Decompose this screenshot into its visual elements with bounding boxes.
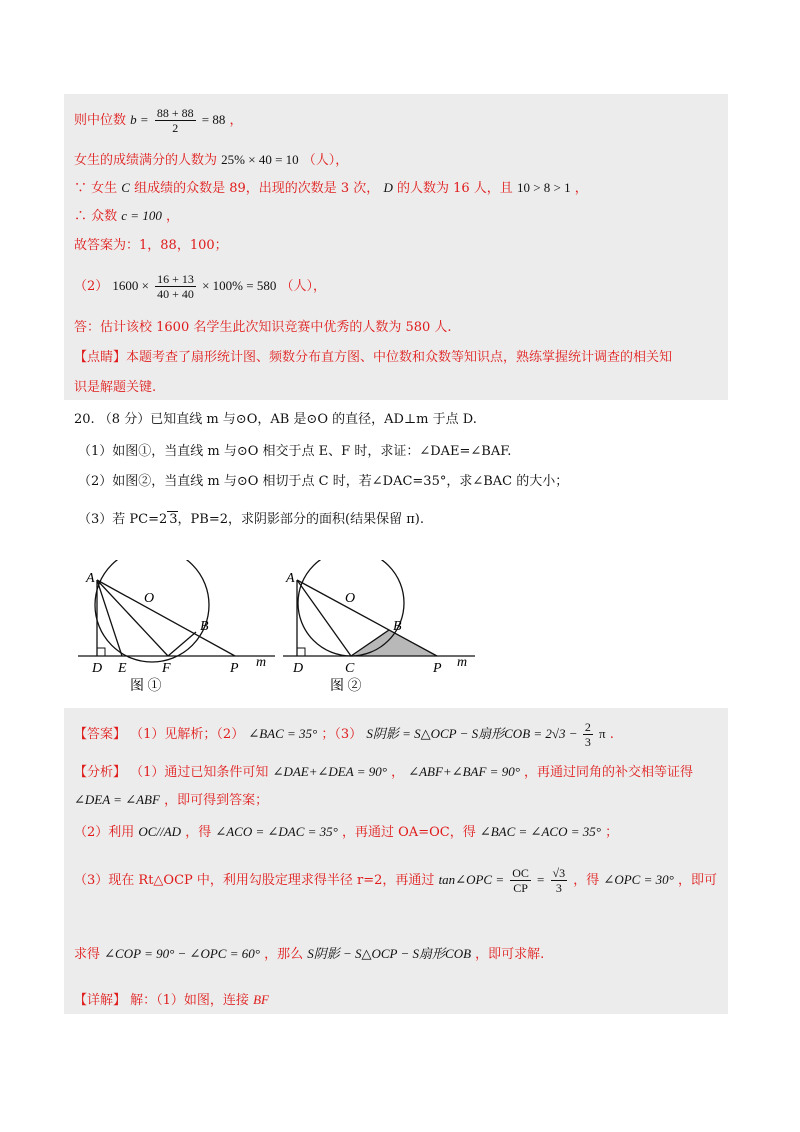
analysis3-frac2-den: 3 — [555, 881, 562, 895]
answer-p3-tail: π — [598, 726, 606, 741]
label-a: A — [286, 571, 295, 586]
therefore-line — [74, 206, 179, 227]
question-20-part1: （1）如图①，当直线 m 与⊙O 相交于点 E、F 时，求证：∠DAE=∠BAF. — [78, 444, 512, 459]
analysis2-b: ，得 — [185, 825, 212, 840]
detail-tag: 【详解】 — [74, 993, 127, 1008]
analysis3-fraction-1 — [510, 866, 531, 895]
analysis4-a: 求得 — [74, 947, 101, 962]
label-a: A — [86, 571, 95, 586]
label-o: O — [144, 591, 155, 606]
label-e: E — [118, 661, 127, 676]
median-line — [74, 106, 243, 135]
analysis3-eq: = — [537, 872, 545, 887]
analysis4-c: ，即可求解. — [475, 947, 545, 962]
part2-calc-line — [74, 272, 326, 301]
answer-p3-expr: S阴影 = S△OCP − S扇形COB = 2√3 − — [366, 726, 581, 741]
question-20-part3 — [78, 510, 424, 530]
analysis3-a: （3）现在 Rt△OCP 中，利用勾股定理求得半径 r=2，再通过 — [74, 873, 435, 888]
analysis4-expr1: ∠COP = 90° − ∠OPC = 60° — [104, 946, 260, 961]
comment-line-1: 【点睛】本题考查了扇形统计图、频数分布直方图、中位数和众数等知识点，熟练掌握统计调查的相关知 — [74, 350, 673, 365]
figure-1 — [70, 560, 280, 695]
because-text2: 的人数为 16 人，且 — [396, 181, 513, 196]
median-prefix: 则中位数 — [74, 113, 127, 128]
because-c: C — [121, 180, 130, 195]
analysis2-expr2: ∠ACO = ∠DAC = 35° — [215, 824, 338, 839]
answer-p3-frac-den: 3 — [584, 735, 591, 749]
analysis-line-4 — [74, 944, 544, 965]
detail-line — [74, 990, 269, 1011]
label-m: m — [256, 655, 267, 670]
therefore-prefix: ∴ 众数 — [74, 209, 118, 224]
detail-bf: BF — [253, 992, 269, 1007]
part3-suffix: ，PB=2，求阴影部分的面积(结果保留 π). — [177, 512, 424, 527]
analysis1-b: ， — [391, 765, 405, 780]
analysis1-expr2: ∠ABF+∠BAF = 90° — [408, 764, 520, 779]
detail-text: 解：（1）如图，连接 — [130, 993, 249, 1008]
part3-sqrt: 3 — [169, 512, 178, 527]
analysis2-c: ，再通过 OA=OC，得 — [342, 825, 476, 840]
analysis2-d: ； — [605, 825, 619, 840]
analysis3-fraction-2 — [551, 866, 568, 895]
answer-p2-end: ；（3） — [321, 727, 363, 742]
analysis3-b: ，得 — [573, 873, 600, 888]
answer-tag: 【答案】 — [74, 727, 127, 742]
label-b: B — [200, 619, 209, 634]
analysis-line-1b — [74, 790, 268, 811]
label-p: P — [433, 661, 442, 676]
analysis1-expr3: ∠DEA = ∠ABF — [74, 792, 160, 807]
figure-1-caption: 图 ① — [130, 679, 162, 694]
segment-af — [97, 580, 168, 656]
analysis2-expr3: ∠BAC = ∠ACO = 35° — [479, 824, 601, 839]
median-frac-num: 88 + 88 — [156, 106, 194, 120]
conclusion-line: 答：估计该校 1600 名学生此次知识竞赛中优秀的人数为 580 人. — [74, 320, 452, 335]
full-marks-text: 女生的成绩满分的人数为 — [74, 153, 218, 168]
full-marks-unit: （人）， — [302, 153, 349, 168]
analysis-line-1 — [74, 762, 693, 783]
label-f: F — [162, 661, 171, 676]
full-marks-line — [74, 150, 348, 171]
median-frac-den: 2 — [172, 121, 179, 135]
because-end: ， — [574, 181, 588, 196]
because-line — [74, 178, 588, 199]
analysis2-expr1: OC//AD — [138, 824, 182, 839]
segment-fb — [168, 632, 196, 656]
segment-ac — [297, 580, 351, 656]
p2-frac-den: 40 + 40 — [157, 287, 194, 301]
analysis1-a: （1）通过已知条件可知 — [130, 765, 269, 780]
answer-end: . — [609, 727, 614, 742]
label-b: B — [393, 619, 402, 634]
analysis-line-3 — [74, 866, 717, 895]
label-p: P — [230, 661, 239, 676]
right-angle-mark — [297, 648, 305, 656]
because-prefix: ∵ 女生 — [74, 181, 118, 196]
solution-block-bottom — [64, 708, 728, 1014]
therefore-expr: c = 100 — [121, 208, 162, 223]
p2-rhs: × 100% = 580 — [202, 278, 277, 293]
figure-2-caption: 图 ② — [330, 679, 362, 694]
question-20-stem: 20. （8 分）已知直线 m 与⊙O，AB 是⊙O 的直径，AD⊥m 于点 D. — [74, 412, 477, 427]
p2-lhs: 1600 × — [112, 278, 150, 293]
p2-frac-num: 16 + 13 — [157, 272, 194, 286]
analysis-tag: 【分析】 — [74, 765, 127, 780]
analysis4-b: ，那么 — [264, 947, 304, 962]
answer-p1: （1）见解析；（2） — [130, 727, 245, 742]
circle-o — [298, 560, 404, 656]
full-marks-expr: 25% × 40 = 10 — [221, 152, 299, 167]
analysis3-expr2: ∠OPC = 30° — [603, 872, 674, 887]
analysis1-c: ，再通过同角的补交相等证得 — [524, 765, 694, 780]
median-end: ， — [229, 113, 243, 128]
answer-p2-expr: ∠BAC = 35° — [248, 726, 318, 741]
right-angle-mark — [97, 648, 105, 656]
answer-line — [74, 720, 614, 749]
therefore-end: ， — [165, 209, 179, 224]
analysis-line-2 — [74, 822, 618, 843]
analysis2-a: （2）利用 — [74, 825, 135, 840]
answer-p3-frac-num: 2 — [584, 720, 591, 734]
part3-prefix: （3）若 PC=2 — [78, 512, 168, 527]
comment-line-2: 识是解题关键. — [74, 380, 157, 395]
label-m: m — [457, 655, 468, 670]
because-d: D — [383, 180, 393, 195]
because-text: 组成绩的众数是 89，出现的次数是 3 次， — [134, 181, 380, 196]
label-o: O — [345, 591, 356, 606]
analysis3-frac1-num: OC — [512, 866, 529, 880]
analysis1-d: ，即可得到答案； — [164, 793, 269, 808]
median-fraction — [155, 106, 196, 135]
answer-summary-line: 故答案为：1，88，100； — [74, 238, 228, 253]
analysis4-expr2: S阴影 − S△OCP − S扇形COB — [307, 946, 472, 961]
answer-p3-fraction — [583, 720, 593, 749]
analysis3-expr1: tan∠OPC = — [438, 872, 505, 887]
analysis3-c: ，即可 — [677, 873, 717, 888]
label-d: D — [92, 661, 103, 676]
median-expr-rhs: = 88 — [201, 112, 226, 127]
label-d: D — [293, 661, 304, 676]
question-20-part2: （2）如图②，当直线 m 与⊙O 相切于点 C 时，若∠DAC=35°，求∠BAC 的大小； — [78, 474, 569, 489]
label-c: C — [345, 661, 355, 676]
p2-unit: （人）， — [280, 279, 326, 294]
analysis1-expr1: ∠DAE+∠DEA = 90° — [272, 764, 387, 779]
figure-2 — [275, 560, 485, 695]
p2-label: （2） — [74, 279, 109, 294]
median-expr-lhs: b = — [130, 112, 149, 127]
analysis3-frac1-den: CP — [513, 881, 528, 895]
p2-fraction — [155, 272, 196, 301]
analysis3-frac2-num: √3 — [552, 866, 566, 880]
because-expr: 10 > 8 > 1 — [516, 180, 571, 195]
